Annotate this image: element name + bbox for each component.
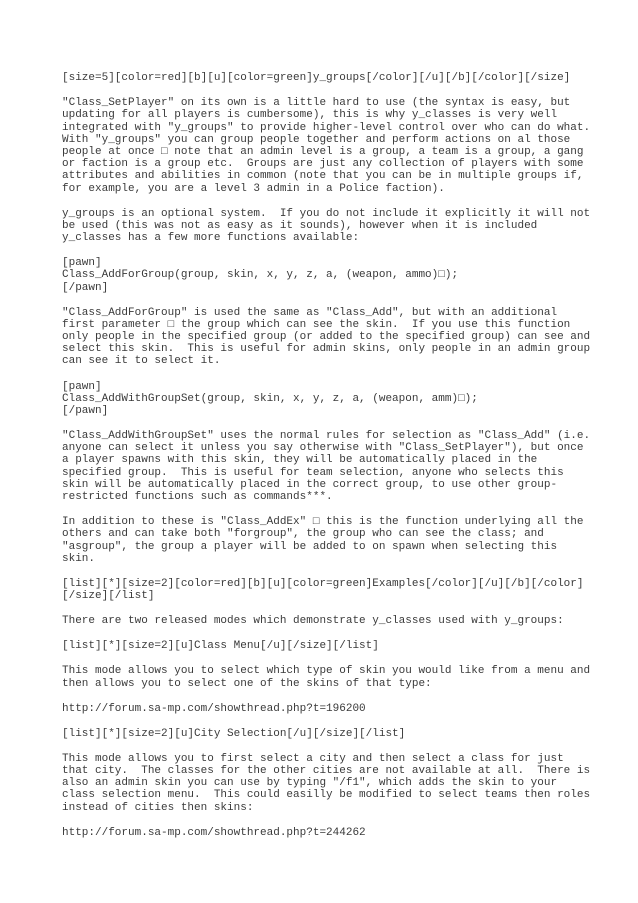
text-line: restricted functions such as commands***. bbox=[62, 491, 333, 504]
paragraph bbox=[62, 578, 622, 602]
paragraph bbox=[62, 72, 622, 84]
text-line: [/pawn] bbox=[62, 404, 109, 417]
paragraph bbox=[62, 827, 622, 839]
text-line: then allows you to select one of the skins of that type: bbox=[62, 677, 432, 690]
text-line: [list][*][size=2][u]City Selection[/u][/size][/list] bbox=[62, 727, 406, 740]
text-line: y_classes has a few more functions available: bbox=[62, 232, 360, 245]
text-line: "Class_AddForGroup" is used the same as "Class_Add", but with an additional bbox=[62, 306, 558, 319]
paragraph bbox=[62, 665, 622, 689]
document-body bbox=[62, 72, 622, 852]
paragraph bbox=[62, 615, 622, 627]
text-line: In addition to these is "Class_AddEx" □ this is the function underlying all the bbox=[62, 516, 584, 529]
text-line: "asgroup", the group a player will be added to on spawn when selecting this bbox=[62, 540, 558, 553]
paragraph bbox=[62, 97, 622, 195]
text-line: Class_AddWithGroupSet(group, skin, x, y, z, a, (weapon, amm)□); bbox=[62, 392, 478, 405]
text-line: be used (this was not as easy as it sounds), however when it is included bbox=[62, 219, 538, 232]
text-line: select this skin. This is useful for admin skins, only people in an admin group bbox=[62, 343, 591, 356]
paragraph bbox=[62, 516, 622, 565]
text-line: a player spawns with this skin, they will be automatically placed in the bbox=[62, 454, 538, 467]
text-line: skin will be automatically placed in the correct group, to use other group- bbox=[62, 478, 558, 491]
text-line: http://forum.sa-mp.com/showthread.php?t=196200 bbox=[62, 702, 366, 715]
text-line: others and can take both "forgroup", the group who can see the class; and bbox=[62, 528, 544, 541]
paragraph bbox=[62, 640, 622, 652]
text-line: [list][*][size=2][color=red][b][u][color=green]Examples[/color][/u][/b][/color] bbox=[62, 577, 584, 590]
paragraph bbox=[62, 257, 622, 294]
text-line: specified group. This is useful for team selection, anyone who selects this bbox=[62, 466, 564, 479]
text-line: [size=5][color=red][b][u][color=green]y_groups[/color][/u][/b][/color][/size] bbox=[62, 72, 571, 84]
text-line: [/size][/list] bbox=[62, 590, 155, 603]
text-line: class selection menu. This could easilly be modified to select teams then roles bbox=[62, 789, 591, 802]
text-line: only people in the specified group (or added to the specified group) can see and bbox=[62, 331, 591, 344]
text-line: With "y_groups" you can group people together and perform actions on al those bbox=[62, 133, 571, 146]
text-line: [pawn] bbox=[62, 257, 102, 270]
text-line: for example, you are a level 3 admin in a Police faction). bbox=[62, 182, 445, 195]
text-line: This mode allows you to first select a city and then select a class for just bbox=[62, 752, 564, 765]
text-line: skin. bbox=[62, 552, 96, 565]
text-line: updating for all players is cumbersome), this is why y_classes is very well bbox=[62, 109, 558, 122]
paragraph bbox=[62, 381, 622, 418]
text-line: first parameter □ the group which can see the skin. If you use this function bbox=[62, 318, 571, 331]
text-line: attributes and abilities in common (note that you can be in multiple groups if, bbox=[62, 170, 584, 183]
text-line: This mode allows you to select which type of skin you would like from a menu and bbox=[62, 665, 591, 678]
text-line: Class_AddForGroup(group, skin, x, y, z, a, (weapon, ammo)□); bbox=[62, 269, 459, 282]
paragraph bbox=[62, 703, 622, 715]
text-line: or faction is a group etc. Groups are just any collection of players with some bbox=[62, 158, 584, 171]
text-line: http://forum.sa-mp.com/showthread.php?t=244262 bbox=[62, 826, 366, 839]
paragraph bbox=[62, 430, 622, 503]
text-line: y_groups is an optional system. If you do not include it explicitly it will not bbox=[62, 207, 591, 220]
text-line: [pawn] bbox=[62, 380, 102, 393]
text-line: There are two released modes which demonstrate y_classes used with y_groups: bbox=[62, 615, 564, 628]
text-line: integrated with "y_groups" to provide higher-level control over who can do what. bbox=[62, 121, 591, 134]
text-line: people at once □ note that an admin level is a group, a team is a group, a gang bbox=[62, 145, 584, 158]
text-line: anyone can select it unless you say otherwise with "Class_SetPlayer"), but once bbox=[62, 442, 584, 455]
paragraph bbox=[62, 728, 622, 740]
text-line: [/pawn] bbox=[62, 281, 109, 294]
text-line: "Class_AddWithGroupSet" uses the normal rules for selection as "Class_Add" (i.e. bbox=[62, 430, 591, 443]
paragraph bbox=[62, 307, 622, 368]
paragraph bbox=[62, 753, 622, 814]
text-line: instead of cities then skins: bbox=[62, 801, 254, 814]
text-line: also an admin skin you can use by typing "/f1", which adds the skin to your bbox=[62, 777, 558, 790]
text-line: can see it to select it. bbox=[62, 355, 221, 368]
text-line: [list][*][size=2][u]Class Menu[/u][/size][/list] bbox=[62, 640, 379, 653]
text-line: that city. The classes for the other cities are not available at all. There is bbox=[62, 765, 591, 777]
paragraph bbox=[62, 208, 622, 245]
text-line: "Class_SetPlayer" on its own is a little hard to use (the syntax is easy, but bbox=[62, 97, 571, 110]
